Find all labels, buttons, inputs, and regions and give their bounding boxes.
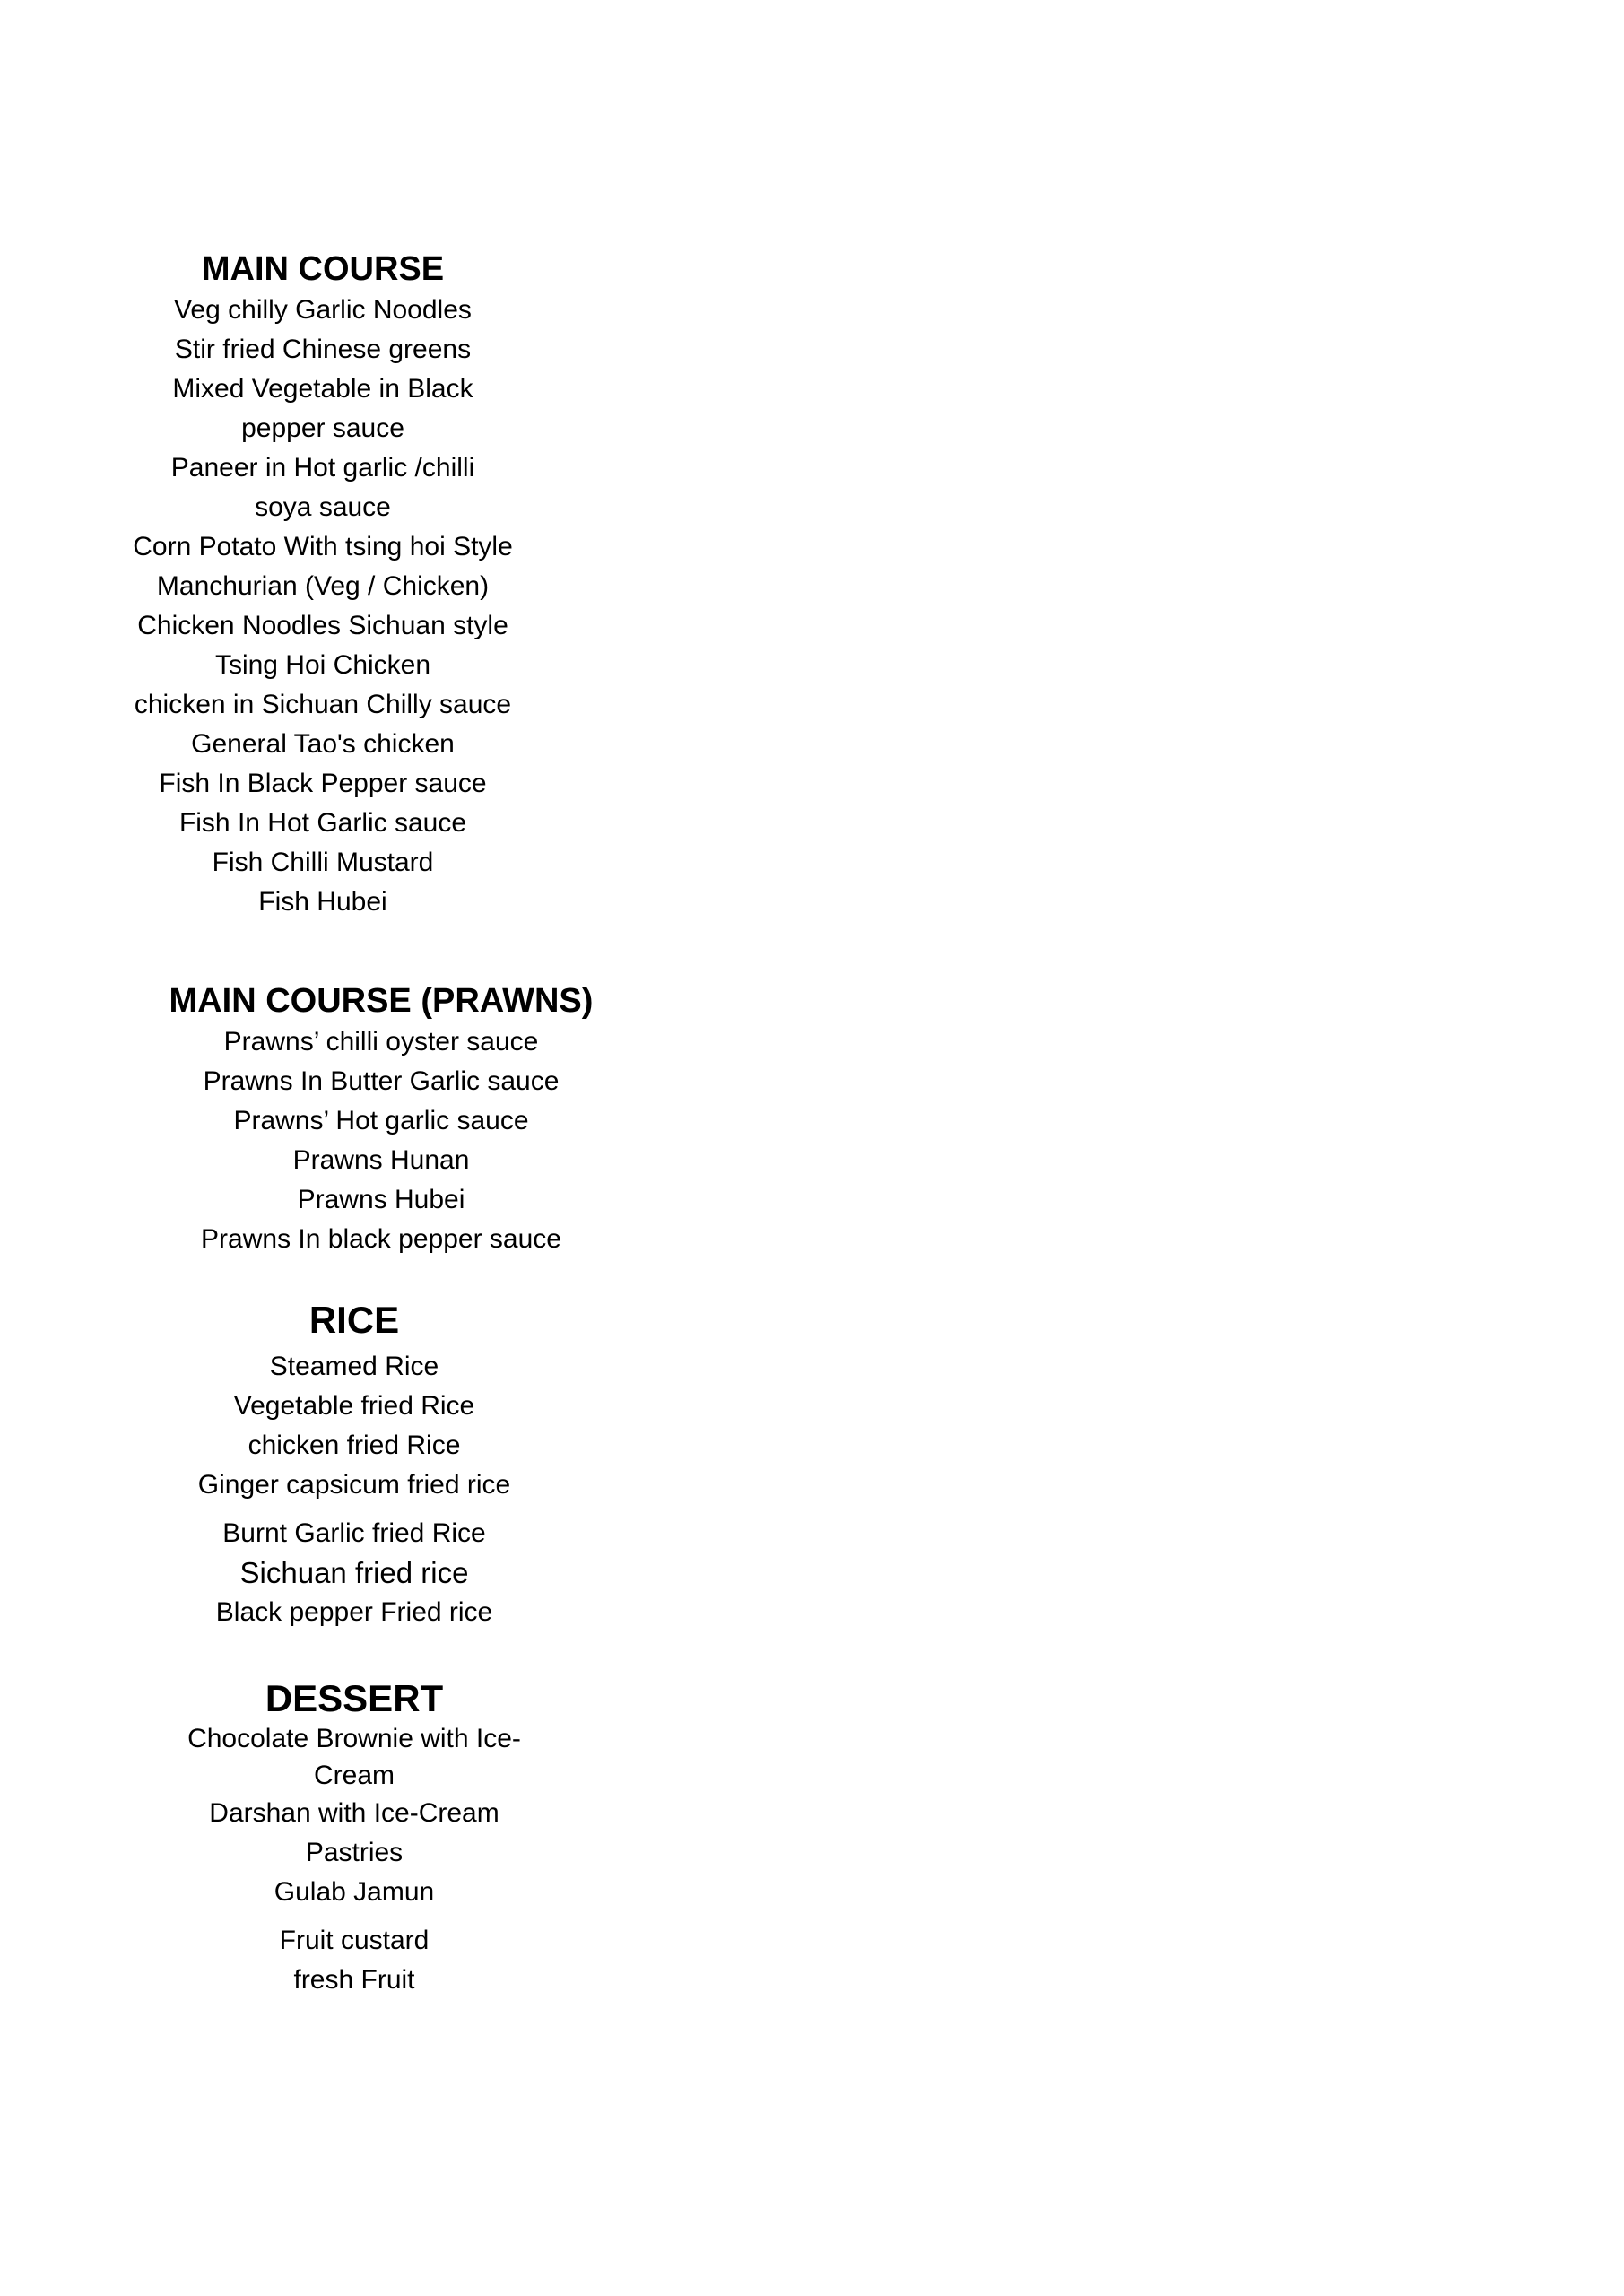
menu-item: Stir fried Chinese greens	[174, 335, 472, 364]
menu-item: Fish In Hot Garlic sauce	[178, 808, 467, 838]
section-heading: DESSERT	[265, 1677, 444, 1719]
menu-item: Vegetable fried Rice	[233, 1391, 475, 1421]
menu-item: Manchurian (Veg / Chicken)	[156, 571, 490, 601]
menu-item: Tsing Hoi Chicken	[214, 650, 431, 680]
menu-item: Prawns In black pepper sauce	[201, 1224, 561, 1254]
menu-item: chicken in Sichuan Chilly sauce	[134, 690, 512, 719]
menu-item: Steamed Rice	[269, 1352, 439, 1381]
menu-item: chicken fried Rice	[248, 1431, 461, 1460]
menu-item: Ginger capsicum fried rice	[197, 1470, 511, 1500]
menu-item: fresh Fruit	[293, 1965, 415, 1995]
dessert-section	[152, 1677, 556, 2000]
main-course-prawns-section	[152, 979, 610, 1259]
menu-item: Prawns Hubei	[297, 1185, 465, 1214]
section-heading: MAIN COURSE (PRAWNS)	[169, 982, 594, 1020]
menu-item: Pastries	[305, 1838, 404, 1867]
rice-section	[152, 1299, 556, 1632]
menu-item: Chicken Noodles Sichuan style	[137, 611, 508, 640]
menu-item: Prawns In Butter Garlic sauce	[203, 1066, 560, 1096]
main-course-section	[90, 248, 556, 922]
menu-item: General Tao's chicken	[191, 729, 455, 759]
menu-item: Prawns Hunan	[292, 1145, 470, 1175]
menu-item: Fruit custard	[279, 1926, 430, 1955]
menu-item: Burnt Garlic fried Rice	[222, 1518, 486, 1548]
menu-item: Darshan with Ice-Cream	[209, 1798, 499, 1828]
menu-item: Fish In Black Pepper sauce	[159, 769, 487, 798]
menu-item: Corn Potato With tsing hoi Style	[133, 532, 513, 561]
menu-item: Gulab Jamun	[274, 1877, 435, 1907]
menu-item: Prawns’ chilli oyster sauce	[223, 1027, 539, 1057]
menu-item: Fish Chilli Mustard	[212, 848, 434, 877]
menu-item: Mixed Vegetable in Black pepper sauce	[172, 374, 473, 443]
section-heading: MAIN COURSE	[201, 250, 445, 288]
menu-item: Sichuan fried rice	[239, 1556, 469, 1589]
section-heading: RICE	[308, 1299, 400, 1341]
menu-item: Prawns’ Hot garlic sauce	[233, 1106, 529, 1135]
menu-item: Fish Hubei	[258, 887, 387, 917]
menu-item: Paneer in Hot garlic /chilli soya sauce	[170, 453, 475, 522]
menu-item: Black pepper Fried rice	[215, 1597, 493, 1627]
menu-item: Chocolate Brownie with Ice-Cream	[187, 1724, 521, 1790]
menu-item: Veg chilly Garlic Noodles	[174, 295, 472, 325]
